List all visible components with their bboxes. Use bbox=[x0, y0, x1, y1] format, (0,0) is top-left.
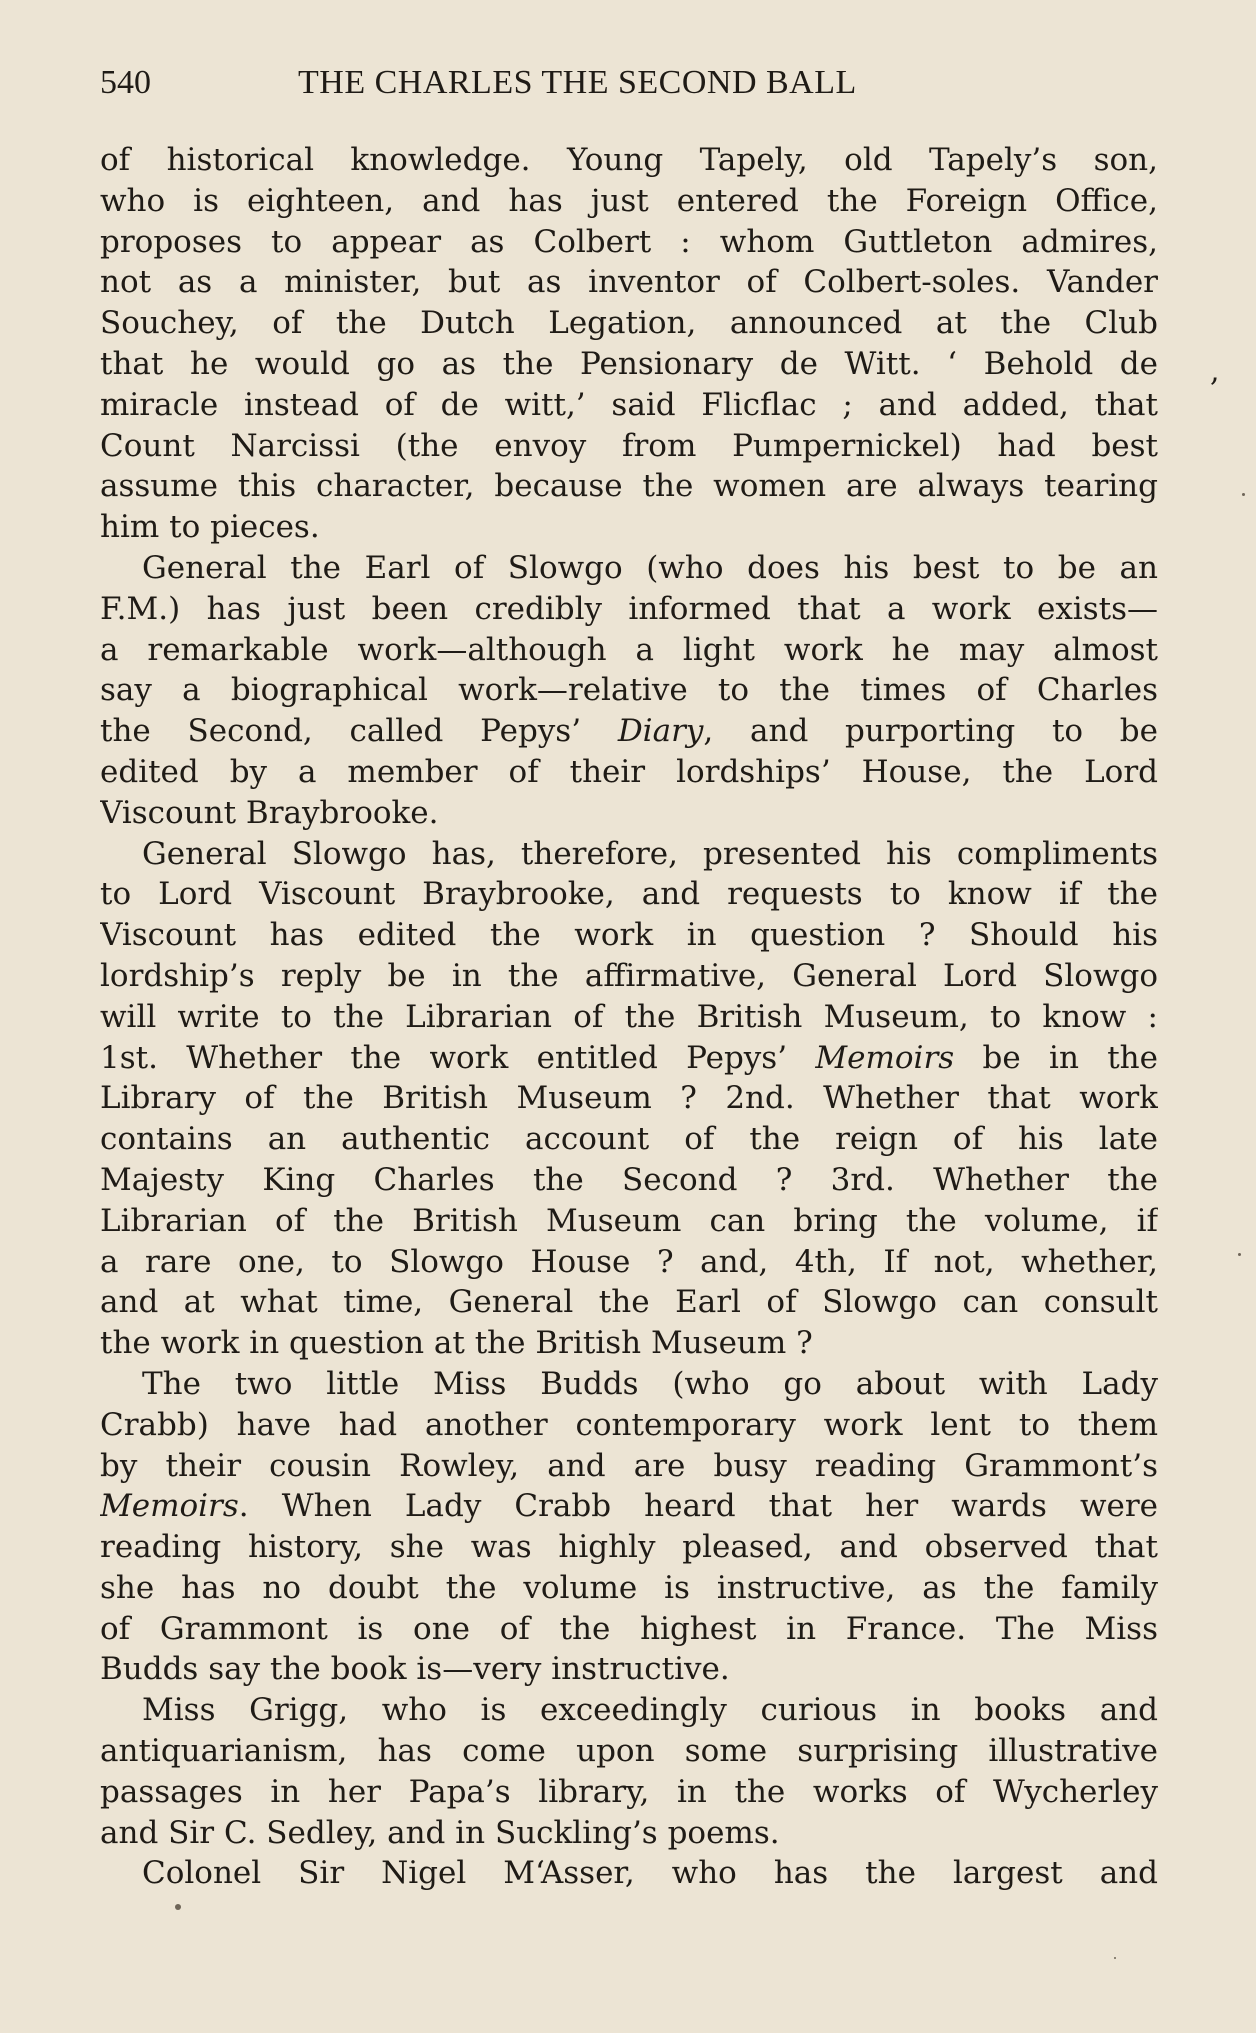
text-run: she has no doubt the volume is instructive, as the family bbox=[100, 1569, 1158, 1606]
text-run: Majesty King Charles the Second ? 3rd. Whether the bbox=[100, 1161, 1158, 1198]
text-run: F.M.) has just been credibly informed that a work exists— bbox=[100, 590, 1158, 627]
text-line bbox=[100, 1568, 1158, 1609]
text-line bbox=[100, 1160, 1158, 1201]
text-run: Budds say the book is—very instructive. bbox=[100, 1651, 730, 1688]
text-run: and Sir C. Sedley, and in Suckling’s poems. bbox=[100, 1814, 780, 1851]
margin-comma-mark: , bbox=[1210, 354, 1220, 389]
text-run: . When Lady Crabb heard that her wards were bbox=[238, 1488, 1158, 1525]
running-title: THE CHARLES THE SECOND BALL bbox=[298, 64, 857, 101]
text-line bbox=[100, 1853, 1158, 1894]
text-run: a rare one, to Slowgo House ? and, 4th, If not, whether, bbox=[100, 1243, 1158, 1280]
text-run: antiquarianism, has come upon some surprising illustrative bbox=[100, 1733, 1158, 1770]
text-run: and at what time, General the Earl of Slowgo can consult bbox=[100, 1284, 1158, 1321]
text-line bbox=[100, 793, 1158, 834]
text-run: not as a minister, but as inventor of Colbert-soles. Vander bbox=[100, 264, 1158, 301]
text-line bbox=[100, 1282, 1158, 1323]
text-run: , and purporting to be bbox=[703, 713, 1158, 750]
text-run: him to pieces. bbox=[100, 509, 320, 546]
text-line bbox=[100, 140, 1158, 181]
page-number: 540 bbox=[100, 64, 151, 101]
text-run: will write to the Librarian of the British Museum, to know : bbox=[100, 998, 1158, 1035]
text-line bbox=[100, 752, 1158, 793]
text-run: who is eighteen, and has just entered the Foreign Office, bbox=[100, 182, 1158, 219]
text-run: Miss Grigg, who is exceedingly curious in books and bbox=[142, 1692, 1158, 1729]
text-run: assume this character, because the women are always tearing bbox=[100, 468, 1158, 505]
text-line bbox=[100, 344, 1158, 385]
text-line bbox=[100, 1242, 1158, 1283]
text-line bbox=[100, 181, 1158, 222]
text-line bbox=[100, 711, 1158, 752]
text-line bbox=[100, 1405, 1158, 1446]
text-line bbox=[100, 1609, 1158, 1650]
text-run: edited by a member of their lordships’ House, the Lord bbox=[100, 753, 1158, 790]
text-line bbox=[100, 834, 1158, 875]
italic-title: Memoirs bbox=[815, 1039, 955, 1076]
text-line bbox=[100, 997, 1158, 1038]
italic-title: Diary bbox=[617, 713, 704, 750]
text-line bbox=[100, 303, 1158, 344]
text-line bbox=[100, 222, 1158, 263]
text-line bbox=[100, 589, 1158, 630]
text-line bbox=[100, 1078, 1158, 1119]
body-text bbox=[100, 140, 1158, 1894]
text-run: the work in question at the British Museum ? bbox=[100, 1325, 813, 1362]
text-run: of historical knowledge. Young Tapely, old Tapely’s son, bbox=[100, 142, 1158, 178]
text-line bbox=[100, 915, 1158, 956]
text-run: a remarkable work—although a light work he may almost bbox=[100, 631, 1158, 668]
text-run: by their cousin Rowley, and are busy reading Grammont’s bbox=[100, 1447, 1158, 1484]
text-line bbox=[100, 262, 1158, 303]
text-run: to Lord Viscount Braybrooke, and requests to know if the bbox=[100, 876, 1158, 913]
text-run: be in the bbox=[954, 1039, 1158, 1076]
text-run: that he would go as the Pensionary de Witt. ‘ Behold de bbox=[100, 345, 1158, 382]
text-line bbox=[100, 1323, 1158, 1364]
text-line bbox=[100, 1649, 1158, 1690]
text-run: Librarian of the British Museum can bring the volume, if bbox=[100, 1202, 1158, 1239]
text-run: General the Earl of Slowgo (who does his best to be an bbox=[142, 549, 1158, 586]
text-run: the Second, called Pepys’ bbox=[100, 713, 618, 750]
text-line bbox=[100, 1772, 1158, 1813]
running-head bbox=[100, 58, 1158, 108]
text-line bbox=[100, 1119, 1158, 1160]
text-line bbox=[100, 670, 1158, 711]
text-run: reading history, she was highly pleased, and observed that bbox=[100, 1529, 1158, 1566]
text-run: Viscount has edited the work in question ? Should his bbox=[100, 917, 1158, 954]
bottom-speck-mark bbox=[175, 1904, 181, 1910]
margin-speck-mark bbox=[1242, 493, 1245, 496]
text-line bbox=[100, 1201, 1158, 1242]
text-run: proposes to appear as Colbert : whom Guttleton admires, bbox=[100, 223, 1158, 260]
text-line bbox=[100, 466, 1158, 507]
text-run: General Slowgo has, therefore, presented his compliments bbox=[142, 835, 1158, 872]
text-run: The two little Miss Budds (who go about with Lady bbox=[142, 1365, 1158, 1402]
text-run: Count Narcissi (the envoy from Pumpernickel) had best bbox=[100, 427, 1158, 464]
text-run: of Grammont is one of the highest in France. The Miss bbox=[100, 1610, 1158, 1647]
text-run: Viscount Braybrooke. bbox=[100, 794, 439, 831]
italic-title: Memoirs bbox=[100, 1488, 239, 1525]
text-run: passages in her Papa’s library, in the works of Wycherley bbox=[100, 1773, 1158, 1810]
text-line bbox=[100, 1038, 1158, 1079]
text-line bbox=[100, 874, 1158, 915]
text-line bbox=[100, 1731, 1158, 1772]
text-run: Colonel Sir Nigel M‘Asser, who has the largest and bbox=[142, 1855, 1158, 1892]
text-line bbox=[100, 426, 1158, 467]
text-run: Library of the British Museum ? 2nd. Whether that work bbox=[100, 1080, 1158, 1117]
text-line bbox=[100, 1364, 1158, 1405]
text-line bbox=[100, 956, 1158, 997]
text-line bbox=[100, 1446, 1158, 1487]
text-line bbox=[100, 548, 1158, 589]
text-run: lordship’s reply be in the affirmative, General Lord Slowgo bbox=[100, 957, 1158, 994]
text-run: 1st. Whether the work entitled Pepys’ bbox=[100, 1039, 816, 1076]
bottom-speck-mark bbox=[1114, 1957, 1116, 1959]
text-run: Souchey, of the Dutch Legation, announced at the Club bbox=[100, 305, 1158, 342]
text-line bbox=[100, 1813, 1158, 1854]
text-run: miracle instead of de witt,’ said Flicflac ; and added, that bbox=[100, 386, 1158, 423]
text-run: Crabb) have had another contemporary work lent to them bbox=[100, 1406, 1158, 1443]
text-line bbox=[100, 1690, 1158, 1731]
text-line bbox=[100, 507, 1158, 548]
text-line bbox=[100, 1486, 1158, 1527]
margin-speck-mark bbox=[1238, 1253, 1241, 1256]
text-line bbox=[100, 385, 1158, 426]
text-line bbox=[100, 1527, 1158, 1568]
text-run: say a biographical work—relative to the times of Charles bbox=[100, 672, 1158, 709]
text-run: contains an authentic account of the reign of his late bbox=[100, 1121, 1158, 1158]
text-line bbox=[100, 630, 1158, 671]
